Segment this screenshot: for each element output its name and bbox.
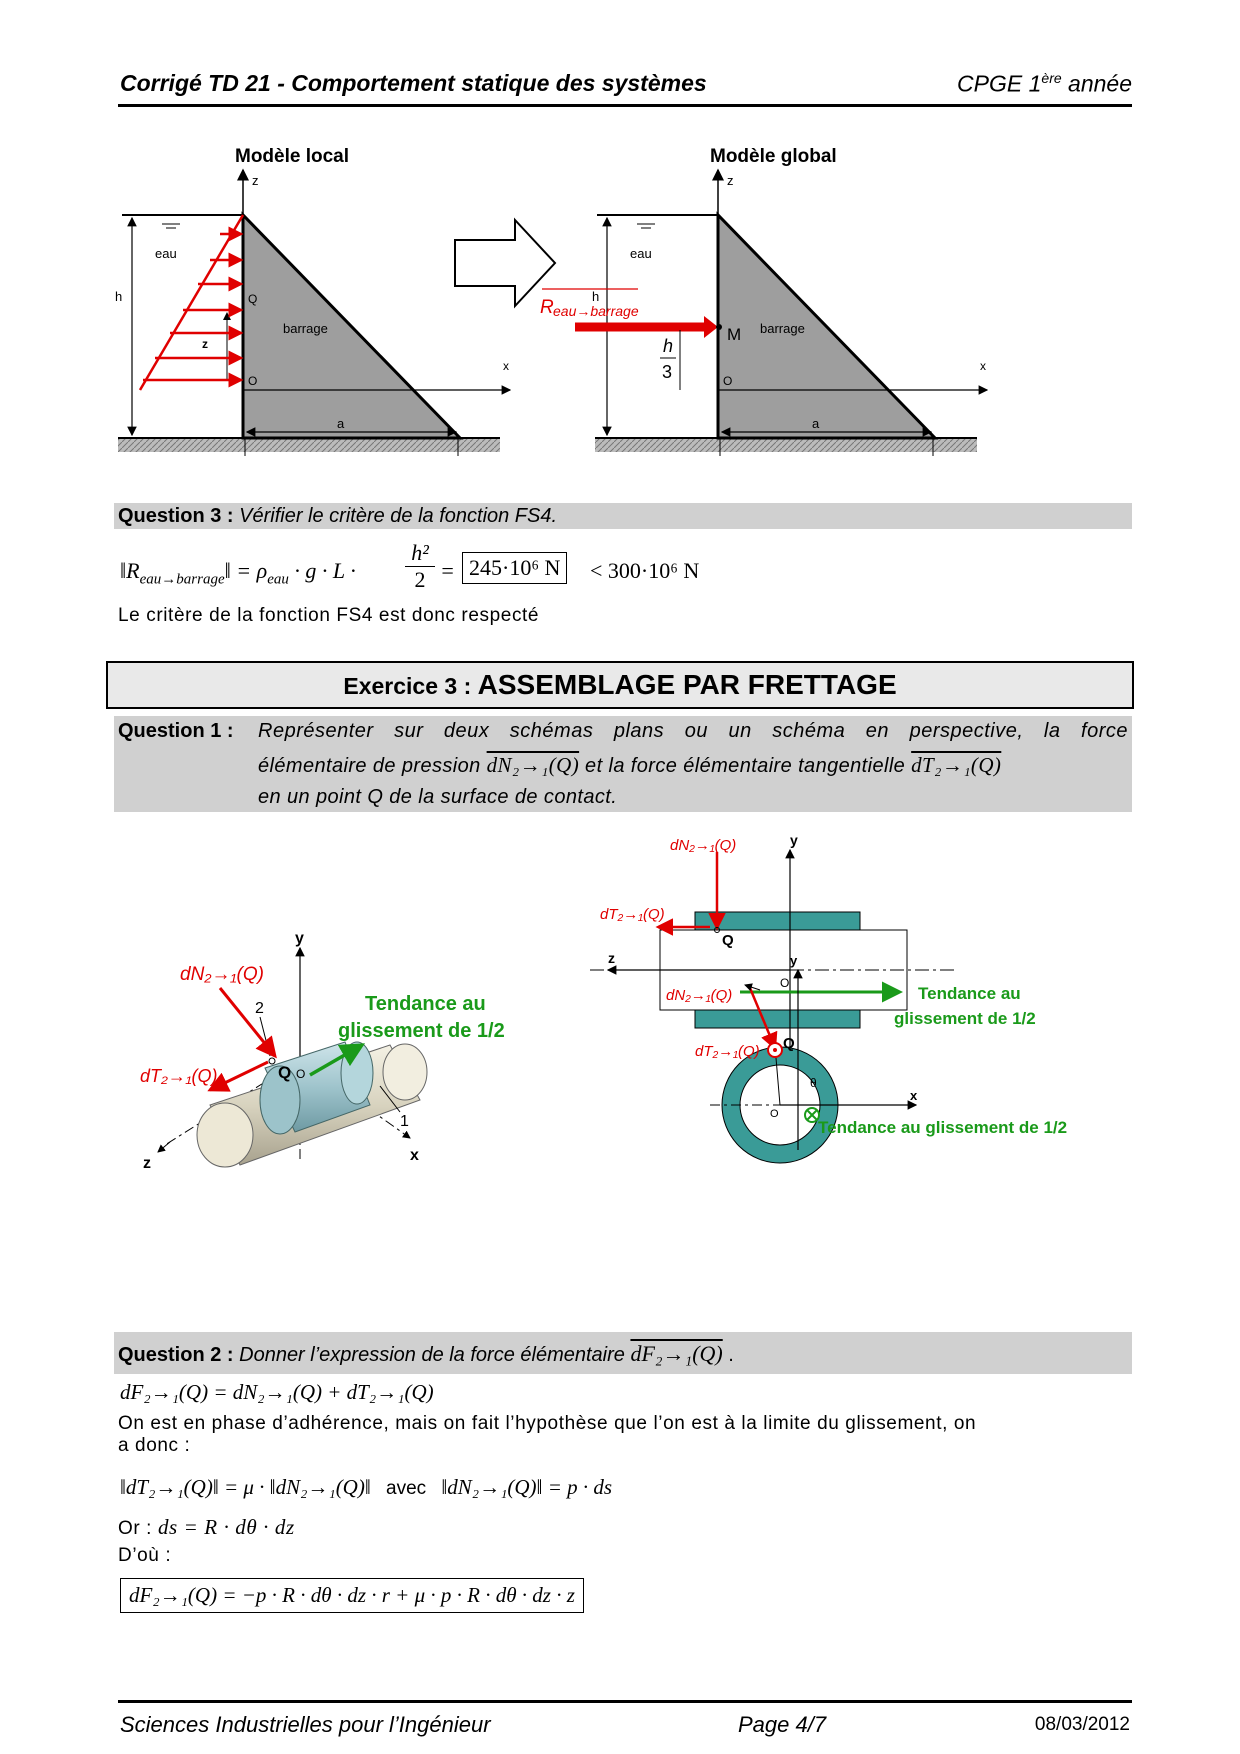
ex3-question1-line2: élémentaire de pression dN₂→₁(Q) et la force élémentaire tangentielle dT₂→₁(Q) [258, 753, 1002, 777]
dam-global [718, 215, 935, 438]
transition-arrow [455, 220, 555, 306]
footer-date: 08/03/2012 [1034, 1714, 1130, 1735]
svg-text:a: a [337, 416, 345, 431]
result-box: 245·10⁶ N [462, 552, 567, 584]
svg-text:O: O [780, 976, 790, 990]
question3: Question 3 : Vérifier le critère de la fonction FS4. [118, 505, 558, 527]
exercise3-title: Exercice 3 : ASSEMBLAGE PAR FRETTAGE [106, 661, 1134, 709]
svg-text:dT₂→₁(Q): dT₂→₁(Q) [140, 1066, 218, 1086]
ex3-question1-line1: Représenter sur deux schémas plans ou un schéma en perspective, la force [258, 720, 1128, 742]
svg-text:θ: θ [810, 1076, 817, 1090]
svg-text:z: z [202, 337, 208, 351]
svg-text:R: R [540, 297, 554, 318]
paragraph-adherence: On est en phase d’adhérence, mais on fait l’hypothèse que l’on est à la limite du glissement, on a donc : [118, 1413, 977, 1456]
footer-left: Sciences Industrielles pour l’Ingénieur [120, 1712, 491, 1737]
header-title: Corrigé TD 21 - Comportement statique des systèmes [120, 70, 707, 96]
dou-line: D’où : [118, 1545, 172, 1566]
svg-text:a: a [812, 416, 820, 431]
svg-text:z: z [727, 173, 734, 188]
svg-text:x: x [910, 1088, 918, 1103]
svg-text:x: x [503, 359, 509, 373]
dam-local [243, 215, 460, 438]
eq-decomposition: dF₂→₁(Q) = dN₂→₁(Q) + dT₂→₁(Q) [120, 1380, 434, 1404]
svg-text:Q: Q [278, 1063, 292, 1082]
pressure-line [140, 215, 243, 390]
svg-text:barrage: barrage [760, 321, 805, 336]
svg-text:3: 3 [662, 362, 673, 382]
svg-text:Q: Q [783, 1035, 795, 1052]
svg-text:z: z [608, 950, 615, 966]
svg-text:eau: eau [155, 246, 177, 261]
svg-text:O: O [248, 374, 258, 388]
hub-top-section [695, 912, 860, 930]
svg-text:Q: Q [248, 292, 258, 306]
svg-text:dT₂→₁(Q): dT₂→₁(Q) [600, 906, 665, 923]
svg-text:O: O [770, 1108, 779, 1120]
eq-coulomb: ‖dT₂→₁(Q)‖ = μ · ‖dN₂→₁(Q)‖ avec ‖dN₂→₁(Q)‖ = p · ds [120, 1475, 613, 1499]
svg-text:z: z [143, 1155, 151, 1172]
svg-text:1: 1 [400, 1113, 409, 1130]
svg-text:z: z [252, 173, 259, 188]
perspective-assembly [140, 930, 505, 1172]
local-title: Modèle local [235, 146, 350, 167]
hub-bottom-section [695, 1010, 860, 1028]
ground-local [118, 438, 500, 452]
fs4-conclusion: Le critère de la fonction FS4 est donc respecté [118, 605, 540, 626]
dam-figure [110, 130, 1130, 500]
header-class: CPGE 1ère année [957, 70, 1132, 97]
svg-text:glissement de 1/2: glissement de 1/2 [894, 1009, 1036, 1028]
svg-text:y: y [790, 953, 798, 968]
header-rule [118, 104, 1132, 107]
footer-rule [118, 1700, 1132, 1703]
svg-text:Tendance au: Tendance au [365, 993, 486, 1015]
svg-text:eau: eau [630, 246, 652, 261]
svg-text:y: y [295, 930, 304, 947]
svg-text:Tendance au glissement de 1/2: Tendance au glissement de 1/2 [818, 1118, 1068, 1137]
frettage-figure [110, 820, 1130, 1325]
ex3-question1-label: Question 1 : [118, 720, 234, 742]
svg-text:eau→barrage: eau→barrage [553, 303, 639, 319]
svg-text:dN₂→₁(Q): dN₂→₁(Q) [670, 837, 737, 854]
svg-text:dN₂→₁(Q): dN₂→₁(Q) [666, 987, 733, 1004]
svg-text:h: h [115, 289, 123, 304]
svg-text:x: x [410, 1147, 419, 1164]
svg-text:dN₂→₁(Q): dN₂→₁(Q) [180, 964, 264, 985]
or-line: Or : ds = R · dθ · dz [118, 1515, 295, 1539]
svg-text:O: O [723, 374, 733, 388]
footer-page: Page 4/7 [738, 1712, 827, 1737]
svg-text:Q: Q [722, 932, 734, 949]
svg-text:2: 2 [255, 1000, 264, 1017]
svg-text:h: h [592, 289, 600, 304]
svg-text:x: x [980, 359, 986, 373]
svg-text:dT₂→₁(Q): dT₂→₁(Q) [695, 1043, 760, 1060]
final-result-box: dF₂→₁(Q) = −p · R · dθ · dz · r + μ · p · R · dθ · dz · z [120, 1578, 584, 1613]
svg-text:barrage: barrage [283, 321, 328, 336]
ex3-question1-line3: en un point Q de la surface de contact. [258, 786, 618, 808]
svg-text:y: y [790, 832, 798, 848]
ex3-question2: Question 2 : Donner l’expression de la force élémentaire dF₂→₁(Q) . [118, 1341, 734, 1366]
svg-text:Tendance au: Tendance au [918, 984, 1021, 1003]
global-title: Modèle global [710, 146, 837, 167]
svg-text:glissement de 1/2: glissement de 1/2 [338, 1020, 505, 1042]
svg-text:M: M [727, 325, 742, 344]
svg-text:O: O [296, 1067, 306, 1081]
svg-text:h: h [663, 336, 674, 356]
